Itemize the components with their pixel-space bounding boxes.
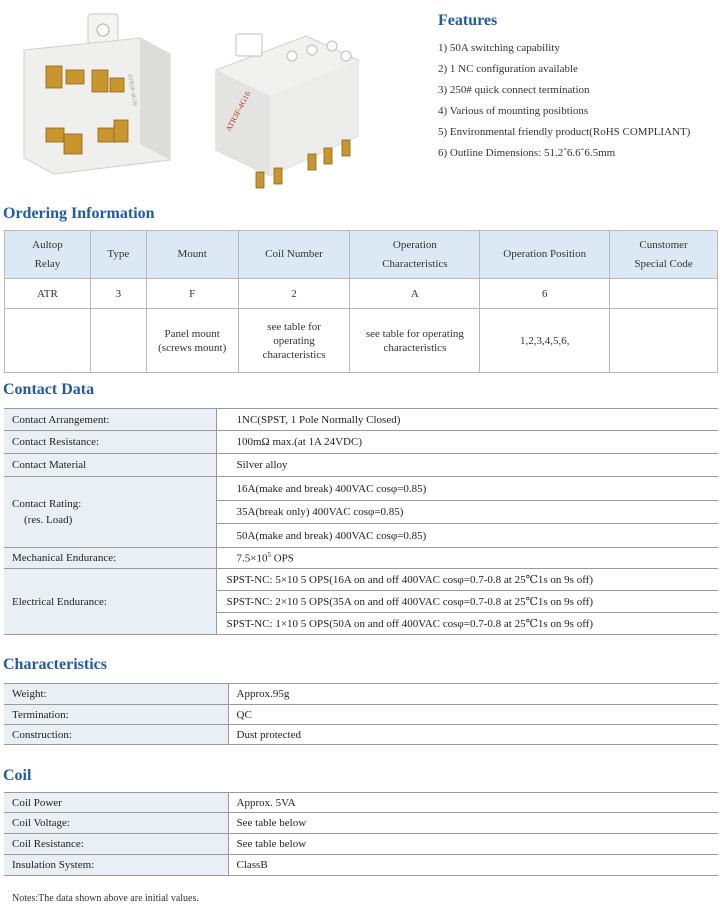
coil-label: Coil Power — [4, 793, 228, 813]
contact-label: Contact Material — [4, 454, 216, 477]
coil-label: Coil Voltage: — [4, 813, 228, 834]
ordering-code-row — [5, 279, 718, 309]
contact-sublabel: (res. Load) — [24, 514, 73, 526]
characteristics-row — [4, 705, 718, 725]
contact-rating-label-cell — [4, 477, 216, 548]
contact-row — [4, 454, 718, 477]
characteristics-value: Approx.95g — [228, 684, 718, 705]
characteristics-label: Weight: — [4, 684, 228, 705]
characteristics-label: Termination: — [4, 705, 228, 725]
contact-value: 50A(make and break) 400VAC cosφ=0.85) — [216, 524, 718, 548]
ordering-code-cell: ATR — [5, 279, 91, 309]
ordering-desc-cell: 1,2,3,4,5,6, — [480, 309, 610, 373]
characteristics-row — [4, 684, 718, 705]
contact-row — [4, 569, 718, 591]
contact-table — [4, 408, 718, 635]
ordering-code-cell: F — [146, 279, 238, 309]
coil-row — [4, 834, 718, 855]
contact-value: 35A(break only) 400VAC cosφ=0.85) — [216, 501, 718, 524]
relay-front-label: ATR3F-4G16 — [126, 73, 138, 107]
feature-item: 5) Environmental friendly product(RoHS COMPLIANT) — [438, 126, 691, 138]
coil-value: See table below — [228, 834, 718, 855]
contact-value: 16A(make and break) 400VAC cosφ=0.85) — [216, 477, 718, 501]
coil-label: Coil Resistance: — [4, 834, 228, 855]
contact-row — [4, 409, 718, 431]
characteristics-value: Dust protected — [228, 725, 718, 745]
product-photos — [0, 0, 430, 190]
feature-item: 6) Outline Dimensions: 51.2ˆ6.6ˆ6.5mm — [438, 147, 616, 159]
relay-photo-side — [196, 16, 376, 196]
contact-value: Silver alloy — [216, 454, 718, 477]
characteristics-row — [4, 725, 718, 745]
feature-item: 4) Various of mounting posibtions — [438, 105, 589, 117]
coil-row — [4, 855, 718, 876]
coil-row — [4, 813, 718, 834]
ordering-title: Ordering Information — [3, 205, 155, 222]
coil-table — [4, 792, 718, 876]
contact-label: Electrical Endurance: — [4, 569, 216, 635]
contact-value: SPST-NC: 1×10 5 OPS(50A on and off 400VAC cosφ=0.7-0.8 at 25℃1s on 9s off) — [216, 613, 718, 635]
ordering-code-cell — [610, 279, 718, 309]
ordering-code-cell: 3 — [90, 279, 146, 309]
features-title: Features — [438, 12, 498, 29]
contact-value-cell — [216, 548, 718, 569]
ordering-header-cell: Type — [90, 231, 146, 279]
contact-value: SPST-NC: 5×10 5 OPS(16A on and off 400VAC cosφ=0.7-0.8 at 25℃1s on 9s off) — [216, 569, 718, 591]
feature-item: 3) 250# quick connect termination — [438, 84, 590, 96]
characteristics-table — [4, 683, 718, 745]
feature-item: 2) 1 NC configuration available — [438, 63, 578, 75]
ordering-desc-cell: see table for operating characteristics — [238, 309, 350, 373]
relay-side-label: ATR3F-4G16 — [223, 89, 253, 133]
features-section — [438, 12, 720, 164]
contact-label: Contact Arrangement: — [4, 409, 216, 431]
characteristics-title: Characteristics — [3, 656, 107, 673]
contact-value: 1NC(SPST, 1 Pole Normally Closed) — [216, 409, 718, 431]
ordering-header-cell: Operation Position — [480, 231, 610, 279]
ordering-header-cell: Coil Number — [238, 231, 350, 279]
ordering-code-cell: 6 — [480, 279, 610, 309]
ordering-code-cell: A — [350, 279, 480, 309]
ordering-desc-cell — [90, 309, 146, 373]
ordering-desc-cell: Panel mount (screws mount) — [146, 309, 238, 373]
coil-value: Approx. 5VA — [228, 793, 718, 813]
ordering-code-cell: 2 — [238, 279, 350, 309]
characteristics-label: Construction: — [4, 725, 228, 745]
features-list — [438, 38, 720, 164]
ordering-desc-cell — [610, 309, 718, 373]
ordering-header-cell: Cunstomer Special Code — [610, 231, 718, 279]
contact-label: Contact Rating: — [12, 498, 82, 510]
ordering-table — [4, 230, 718, 373]
ordering-header-cell: Aultop Relay — [5, 231, 91, 279]
contact-value: 100mΩ max.(at 1A 24VDC) — [216, 431, 718, 454]
contact-exponent: 5 — [267, 551, 271, 560]
contact-value: 7.5×10 — [236, 552, 268, 565]
coil-label: Insulation System: — [4, 855, 228, 876]
contact-value: SPST-NC: 2×10 5 OPS(35A on and off 400VAC cosφ=0.7-0.8 at 25℃1s on 9s off) — [216, 591, 718, 613]
ordering-header-cell: Mount — [146, 231, 238, 279]
ordering-desc-cell: see table for operating characteristics — [350, 309, 480, 373]
coil-value: ClassB — [228, 855, 718, 876]
notes-text: Notes:The data shown above are initial values. — [12, 893, 199, 904]
contact-row — [4, 431, 718, 454]
contact-label: Contact Resistance: — [4, 431, 216, 454]
contact-row — [4, 548, 718, 569]
relay-photo-front — [10, 10, 190, 190]
contact-title: Contact Data — [3, 381, 95, 398]
ordering-header-row — [5, 231, 718, 279]
ordering-desc-cell — [5, 309, 91, 373]
ordering-description-row — [5, 309, 718, 373]
coil-value: See table below — [228, 813, 718, 834]
coil-title: Coil — [3, 767, 32, 784]
contact-label: Mechanical Endurance: — [4, 548, 216, 569]
coil-row — [4, 793, 718, 813]
feature-item: 1) 50A switching capability — [438, 42, 560, 54]
contact-unit: OPS — [270, 552, 294, 565]
characteristics-value: QC — [228, 705, 718, 725]
contact-row — [4, 477, 718, 501]
ordering-header-cell: Operation Characteristics — [350, 231, 480, 279]
